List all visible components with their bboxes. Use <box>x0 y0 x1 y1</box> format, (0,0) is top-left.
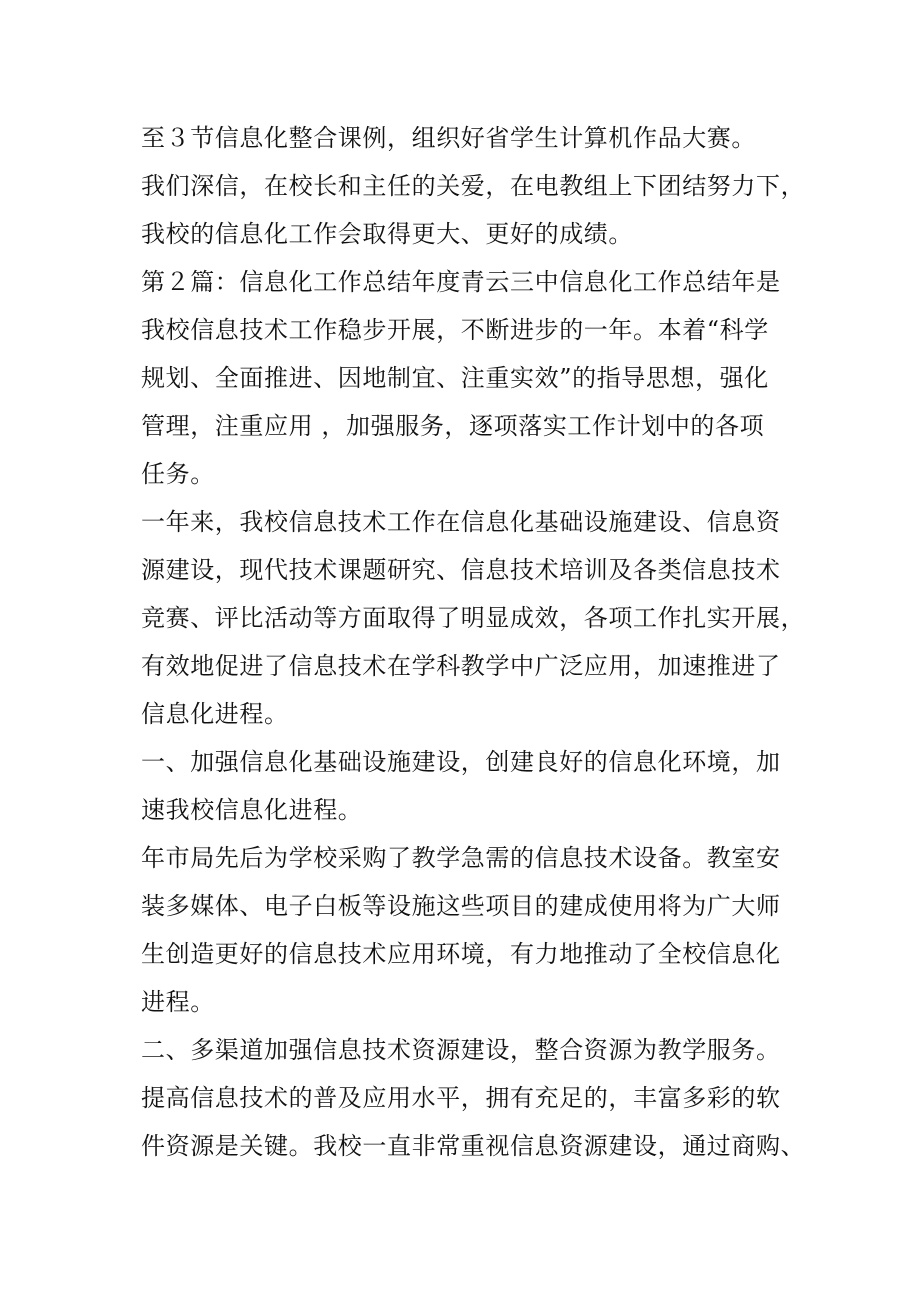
text-line: 我校的信息化工作会取得更大、更好的成绩。 <box>141 220 633 248</box>
text-line: 年市局先后为学校采购了教学急需的信息技术设备。教室安 <box>141 844 781 872</box>
text-line: 源建设，现代技术课题研究、信息技术培训及各类信息技术 <box>141 556 781 584</box>
text-line: 管理，注重应用 ，加强服务，逐项落实工作计划中的各项 <box>141 412 765 440</box>
text-line: 竞赛、评比活动等方面取得了明显成效，各项工作扎实开展， <box>141 604 806 632</box>
text-line: 装多媒体、电子白板等设施这些项目的建成使用将为广大师 <box>141 892 781 920</box>
text-line: 信息化进程。 <box>141 700 289 728</box>
text-line: 进程。 <box>141 988 215 1016</box>
text-line: 我校信息技术工作稳步开展，不断进步的一年。本着“科学 <box>141 316 769 344</box>
text-line: 一、加强信息化基础设施建设，创建良好的信息化环境，加 <box>141 748 781 776</box>
text-line: 规划、全面推进、因地制宜、注重实效”的指导思想，强化 <box>141 364 769 392</box>
text-line: 生创造更好的信息技术应用环境，有力地推动了全校信息化 <box>141 940 781 968</box>
text-line: 我们深信，在校长和主任的关爱，在电教组上下团结努力下， <box>141 172 806 200</box>
text-line: 提高信息技术的普及应用水平，拥有充足的，丰富多彩的软 <box>141 1084 781 1112</box>
text-line: 任务。 <box>141 460 215 488</box>
text-line: 第２篇：信息化工作总结年度青云三中信息化工作总结年是 <box>141 268 781 296</box>
text-line: 至３节信息化整合课例，组织好省学生计算机作品大赛。 <box>141 124 756 152</box>
text-line: 有效地促进了信息技术在学科教学中广泛应用，加速推进了 <box>141 652 781 680</box>
text-line: 速我校信息化进程。 <box>141 796 363 824</box>
text-line: 件资源是关键。我校一直非常重视信息资源建设，通过商购、 <box>141 1132 806 1160</box>
text-line: 一年来，我校信息技术工作在信息化基础设施建设、信息资 <box>141 508 781 536</box>
text-line: 二、多渠道加强信息技术资源建设，整合资源为教学服务。 <box>141 1036 781 1064</box>
